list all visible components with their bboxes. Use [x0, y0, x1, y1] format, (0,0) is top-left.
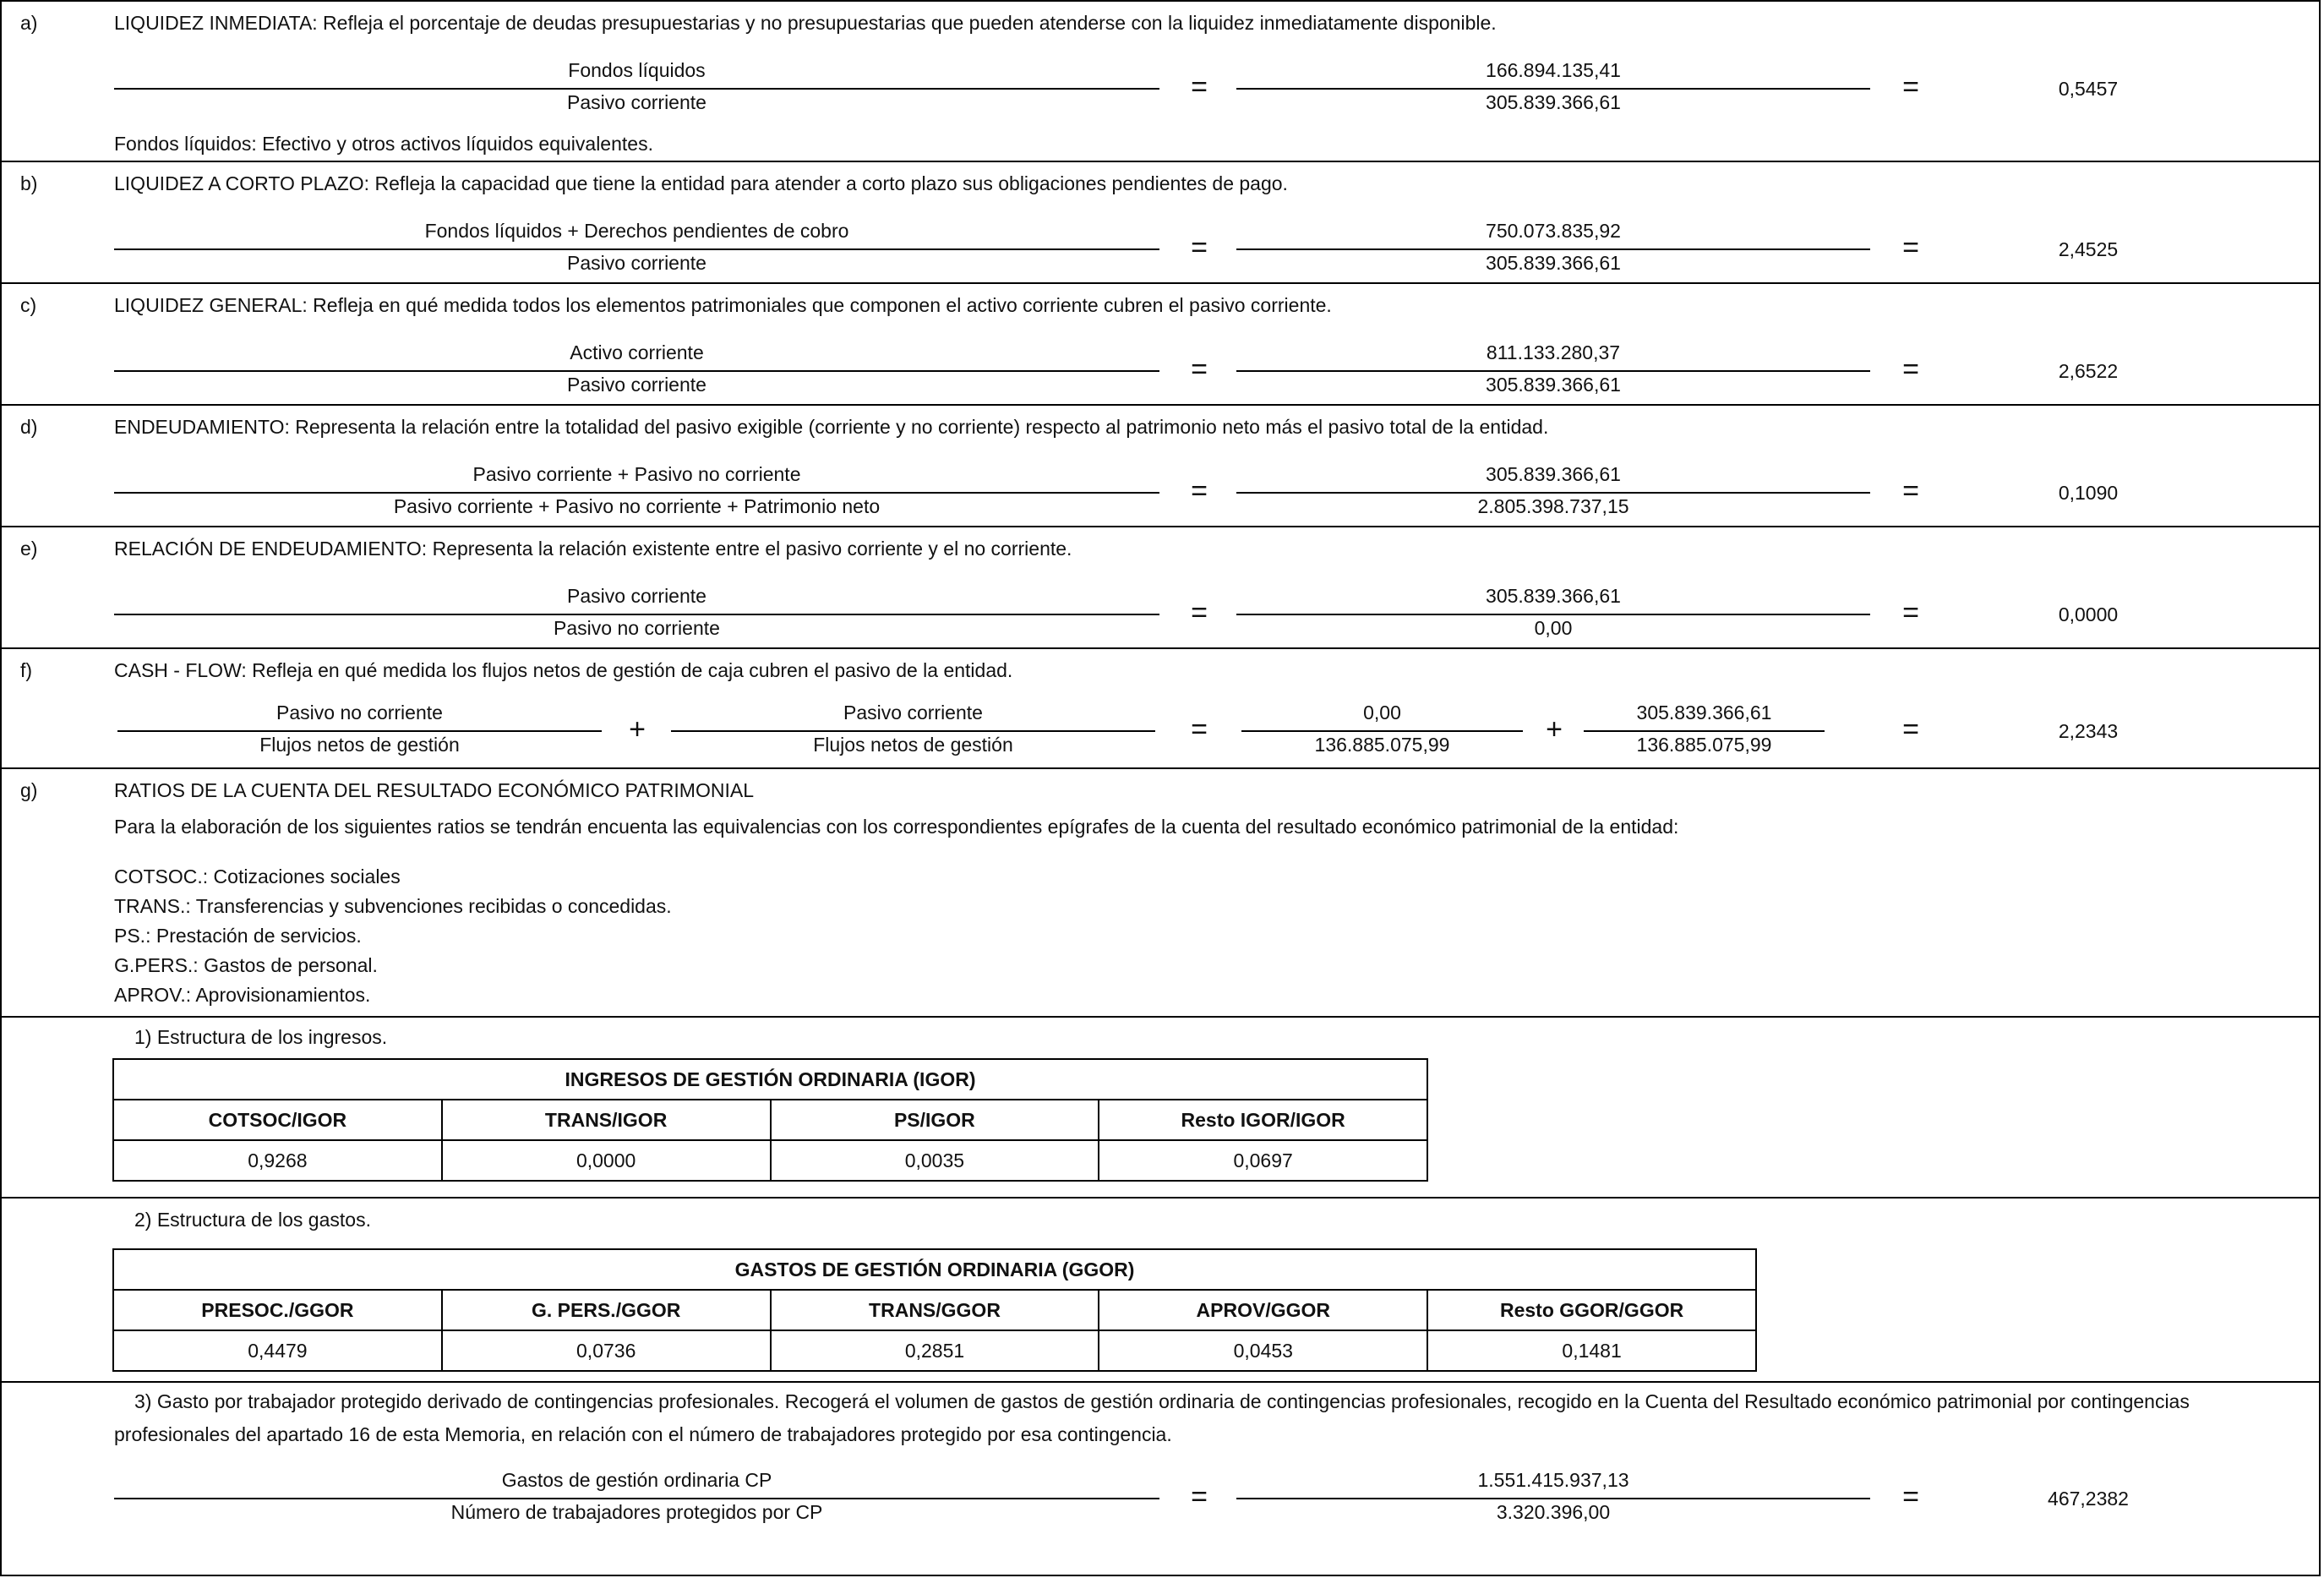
- denominator-label: Flujos netos de gestión: [259, 734, 460, 756]
- denominator-label: Número de trabajadores protegidos por CP: [450, 1501, 823, 1523]
- formula-fraction: [114, 220, 1159, 284]
- denominator-value: 2.805.398.737,15: [1477, 495, 1629, 517]
- equals-sign: =: [1902, 597, 1919, 629]
- equals-sign: =: [1902, 1481, 1919, 1513]
- formula-fraction: [114, 463, 1159, 527]
- column-header: TRANS/GGOR: [771, 1290, 1099, 1330]
- formula-fraction: [114, 59, 1159, 123]
- ratio-result: 0,1090: [2058, 482, 2119, 504]
- section-heading: RELACIÓN DE ENDEUDAMIENTO: Representa la relación existente entre el pasivo corriente y el no corriente.: [114, 538, 1072, 560]
- value-fraction: [1236, 59, 1870, 123]
- section-liquidez-corto-plazo: [0, 161, 2321, 282]
- fraction-bar: [114, 1498, 1159, 1499]
- column-header: TRANS/IGOR: [442, 1100, 771, 1140]
- ratio-result: 0,0000: [2058, 603, 2119, 625]
- section-letter: a): [20, 12, 38, 34]
- numerator-value: 305.839.366,61: [1486, 463, 1621, 485]
- table-title: INGRESOS DE GESTIÓN ORDINARIA (IGOR): [113, 1059, 1427, 1100]
- equals-sign: =: [1191, 713, 1208, 745]
- equals-sign: =: [1191, 1481, 1208, 1513]
- section-letter: b): [20, 172, 38, 194]
- section-intro: Para la elaboración de los siguientes ratios se tendrán encuenta las equivalencias con los correspondientes epígrafes de la cuenta del resultado económico patrimonial de la entidad:: [114, 816, 1679, 838]
- fraction-bar: [1236, 492, 1870, 494]
- plus-sign: +: [629, 713, 646, 745]
- section-heading: LIQUIDEZ A CORTO PLAZO: Refleja la capacidad que tiene la entidad para atender a corto plazo sus obligaciones pendientes de pago.: [114, 172, 1288, 194]
- ratio-result: 2,6522: [2058, 360, 2119, 382]
- ratio-result: 2,2343: [2058, 720, 2119, 742]
- fraction-bar: [1236, 614, 1870, 615]
- numerator-value: 166.894.135,41: [1486, 59, 1621, 81]
- fraction-bar: [1236, 248, 1870, 250]
- abbreviation-item: G.PERS.: Gastos de personal.: [114, 954, 378, 976]
- equals-sign: =: [1902, 713, 1919, 745]
- fraction-bar: [114, 248, 1159, 250]
- column-header: APROV/GGOR: [1099, 1290, 1427, 1330]
- formula-fraction: [114, 341, 1159, 406]
- ratio-result: 2,4525: [2058, 238, 2119, 260]
- equals-sign: =: [1191, 71, 1208, 103]
- section-estructura-gastos: [0, 1197, 2321, 1381]
- fraction-bar: [114, 614, 1159, 615]
- fraction-bar: [117, 730, 602, 732]
- formula-fraction: [114, 1469, 1159, 1533]
- denominator-value: 3.320.396,00: [1496, 1501, 1611, 1523]
- denominator-label: Pasivo corriente: [567, 374, 706, 396]
- table-cell: 0,1481: [1427, 1330, 1756, 1371]
- paragraph-text: 3) Gasto por trabajador protegido derivado de contingencias profesionales. Recogerá el volumen de gastos de gestión ordinaria de contingencias profesionales, recogido en la Cuenta del Resultado económico patrimonial por contingencias profesionales del apartado 16 de esta Memoria, en relación con el número de trabajadores protegido por esa contingencia.: [114, 1390, 2190, 1445]
- plus-sign: +: [1546, 713, 1563, 745]
- section-ratios-resultado: [0, 767, 2321, 1016]
- fraction-bar: [671, 730, 1155, 732]
- equals-sign: =: [1902, 232, 1919, 264]
- section-heading: ENDEUDAMIENTO: Representa la relación entre la totalidad del pasivo exigible (corriente y no corriente) respecto al patrimonio neto más el pasivo total de la entidad.: [114, 416, 1549, 438]
- section-paragraph: [114, 1385, 2278, 1451]
- numerator-label: Pasivo corriente: [843, 702, 983, 723]
- table-cell: 0,0035: [771, 1140, 1099, 1181]
- section-letter: f): [20, 659, 33, 681]
- table-title: GASTOS DE GESTIÓN ORDINARIA (GGOR): [113, 1249, 1756, 1290]
- denominator-label: Pasivo corriente + Pasivo no corriente + Patrimonio neto: [393, 495, 881, 517]
- equals-sign: =: [1902, 353, 1919, 385]
- abbreviation-item: PS.: Prestación de servicios.: [114, 925, 362, 947]
- denominator-label: Flujos netos de gestión: [813, 734, 1013, 756]
- equals-sign: =: [1191, 475, 1208, 507]
- table-cell: 0,0453: [1099, 1330, 1427, 1371]
- section-estructura-ingresos: [0, 1016, 2321, 1197]
- fraction-bar: [1584, 730, 1825, 732]
- section-note: Fondos líquidos: Efectivo y otros activos líquidos equivalentes.: [114, 133, 653, 155]
- ingresos-table: [112, 1058, 1428, 1182]
- table-cell: 0,4479: [113, 1330, 442, 1371]
- section-heading: RATIOS DE LA CUENTA DEL RESULTADO ECONÓMICO PATRIMONIAL: [114, 779, 754, 801]
- numerator-label: Pasivo corriente + Pasivo no corriente: [472, 463, 801, 485]
- table-cell: 0,0000: [442, 1140, 771, 1181]
- ratio-result: 0,5457: [2058, 78, 2119, 100]
- numerator-value: 305.839.366,61: [1636, 702, 1772, 723]
- section-letter: c): [20, 294, 37, 316]
- value-fraction-1: [1241, 702, 1523, 766]
- numerator-value: 1.551.415.937,13: [1477, 1469, 1629, 1491]
- equals-sign: =: [1191, 232, 1208, 264]
- formula-fraction-2: [671, 702, 1155, 766]
- section-gasto-trabajador: [0, 1381, 2321, 1576]
- table-cell: 0,9268: [113, 1140, 442, 1181]
- section-letter: e): [20, 538, 38, 560]
- table-cell: 0,2851: [771, 1330, 1099, 1371]
- denominator-value: 136.885.075,99: [1636, 734, 1772, 756]
- value-fraction: [1236, 220, 1870, 284]
- denominator-value: 305.839.366,61: [1486, 252, 1621, 274]
- column-header: G. PERS./GGOR: [442, 1290, 771, 1330]
- denominator-label: Pasivo corriente: [567, 91, 706, 113]
- abbreviation-item: TRANS.: Transferencias y subvenciones recibidas o concedidas.: [114, 895, 672, 917]
- section-relacion-endeudamiento: [0, 526, 2321, 647]
- table-cell: 0,0736: [442, 1330, 771, 1371]
- denominator-value: 0,00: [1534, 617, 1573, 639]
- numerator-label: Gastos de gestión ordinaria CP: [501, 1469, 772, 1491]
- fraction-bar: [1236, 370, 1870, 372]
- fraction-bar: [114, 88, 1159, 90]
- numerator-label: Fondos líquidos: [568, 59, 706, 81]
- denominator-label: Pasivo no corriente: [554, 617, 720, 639]
- gastos-table: [112, 1248, 1757, 1372]
- numerator-label: Activo corriente: [570, 341, 704, 363]
- value-fraction: [1236, 1469, 1870, 1533]
- column-header: Resto IGOR/IGOR: [1099, 1100, 1427, 1140]
- fraction-bar: [1236, 1498, 1870, 1499]
- numerator-value: 750.073.835,92: [1486, 220, 1621, 242]
- column-header: PS/IGOR: [771, 1100, 1099, 1140]
- fraction-bar: [1241, 730, 1523, 732]
- value-fraction: [1236, 585, 1870, 649]
- denominator-label: Pasivo corriente: [567, 252, 706, 274]
- abbreviation-item: APROV.: Aprovisionamientos.: [114, 984, 371, 1006]
- equals-sign: =: [1902, 475, 1919, 507]
- numerator-label: Pasivo no corriente: [276, 702, 443, 723]
- section-heading: LIQUIDEZ GENERAL: Refleja en qué medida todos los elementos patrimoniales que componen el activo corriente cubren el pasivo corriente.: [114, 294, 1332, 316]
- numerator-value: 305.839.366,61: [1486, 585, 1621, 607]
- section-liquidez-inmediata: [0, 0, 2321, 161]
- equals-sign: =: [1902, 71, 1919, 103]
- fraction-bar: [1236, 88, 1870, 90]
- section-liquidez-general: [0, 282, 2321, 404]
- section-cash-flow: [0, 647, 2321, 767]
- abbreviation-item: COTSOC.: Cotizaciones sociales: [114, 865, 401, 887]
- section-heading: LIQUIDEZ INMEDIATA: Refleja el porcentaje de deudas presupuestarias y no presupuestarias que pueden atenderse con la liquidez inmediatamente disponible.: [114, 12, 1497, 34]
- table-cell: 0,0697: [1099, 1140, 1427, 1181]
- section-letter: d): [20, 416, 38, 438]
- denominator-value: 136.885.075,99: [1314, 734, 1450, 756]
- numerator-value: 811.133.280,37: [1486, 341, 1621, 363]
- column-header: PRESOC./GGOR: [113, 1290, 442, 1330]
- denominator-value: 305.839.366,61: [1486, 91, 1621, 113]
- ratio-result: 467,2382: [2048, 1488, 2129, 1510]
- subsection-title: 2) Estructura de los gastos.: [134, 1209, 371, 1231]
- section-letter: g): [20, 779, 38, 801]
- section-heading: CASH - FLOW: Refleja en qué medida los flujos netos de gestión de caja cubren el pasivo de la entidad.: [114, 659, 1013, 681]
- column-header: COTSOC/IGOR: [113, 1100, 442, 1140]
- value-fraction: [1236, 463, 1870, 527]
- denominator-value: 305.839.366,61: [1486, 374, 1621, 396]
- equals-sign: =: [1191, 597, 1208, 629]
- fraction-bar: [114, 492, 1159, 494]
- value-fraction: [1236, 341, 1870, 406]
- subsection-title: 1) Estructura de los ingresos.: [134, 1026, 388, 1048]
- column-header: Resto GGOR/GGOR: [1427, 1290, 1756, 1330]
- equals-sign: =: [1191, 353, 1208, 385]
- section-endeudamiento: [0, 404, 2321, 526]
- numerator-value: 0,00: [1363, 702, 1401, 723]
- fraction-bar: [114, 370, 1159, 372]
- formula-fraction: [114, 585, 1159, 649]
- numerator-label: Pasivo corriente: [567, 585, 706, 607]
- value-fraction-2: [1584, 702, 1825, 766]
- numerator-label: Fondos líquidos + Derechos pendientes de cobro: [424, 220, 849, 242]
- formula-fraction-1: [117, 702, 602, 766]
